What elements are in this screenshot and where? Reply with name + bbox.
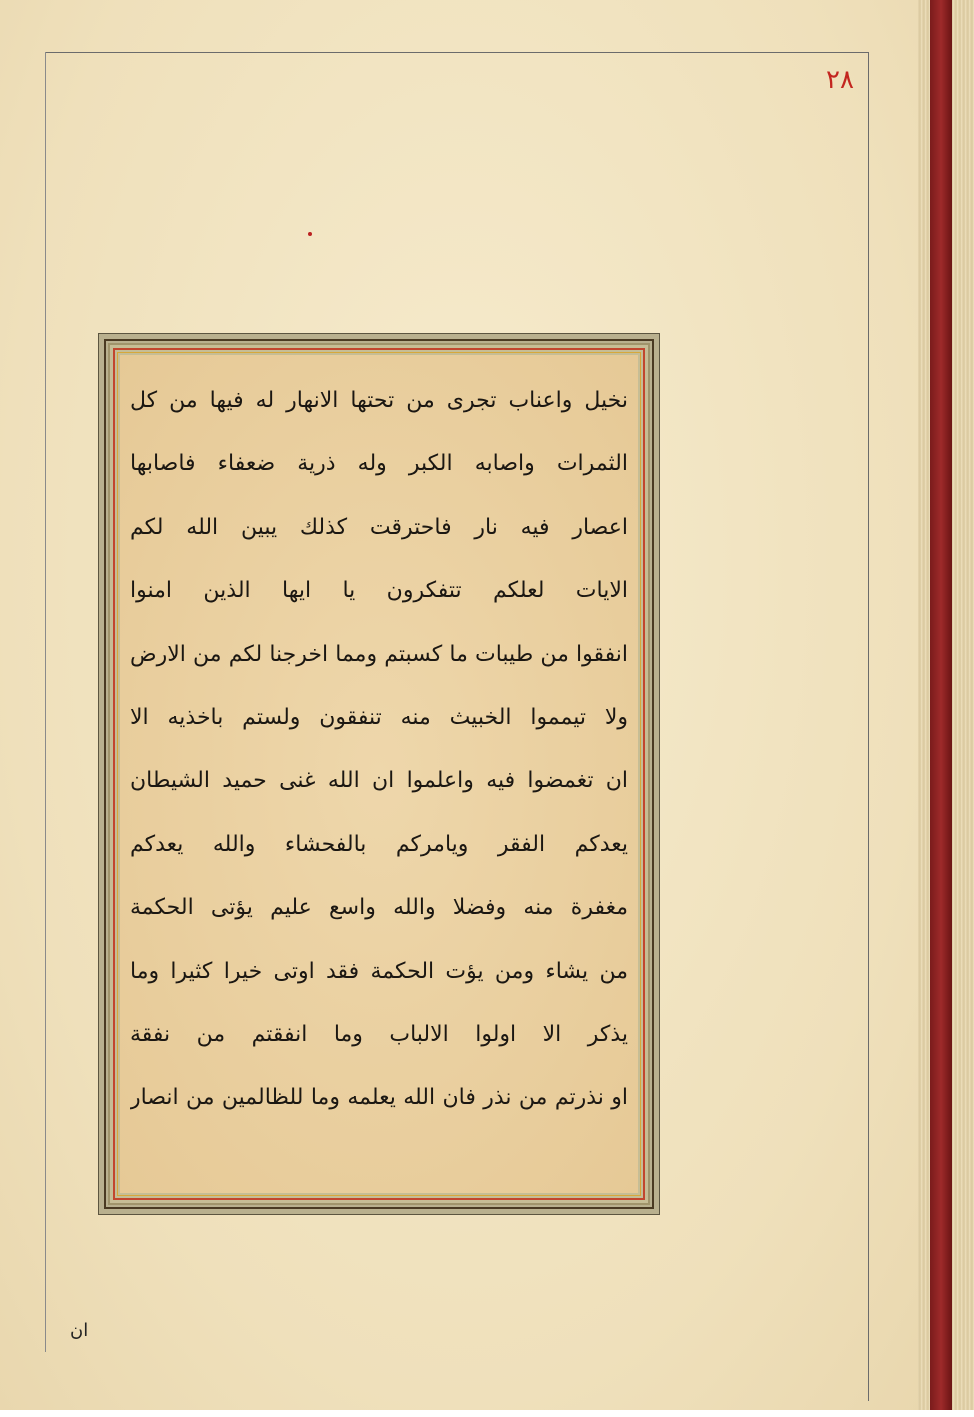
text-line-10: من يشاء ومن يؤت الحكمة فقد اوتى خيرا كثيرا وما <box>130 958 628 984</box>
catchword: ان <box>70 1320 89 1341</box>
folio-number: ٢٨ <box>826 65 854 95</box>
text-line-8: يعدكم الفقر ويامركم بالفحشاء والله يعدكم <box>130 831 628 857</box>
text-line-9: مغفرة منه وفضلا والله واسع عليم يؤتى الحكمة <box>130 895 628 921</box>
text-line-4: الايات لعلكم تتفكرون يا ايها الذين امنوا <box>130 578 628 604</box>
text-line-1: نخيل واعناب تجرى من تحتها الانهار له فيها من كل <box>130 388 628 413</box>
text-block <box>120 355 638 1193</box>
ink-dot <box>308 232 312 236</box>
text-line-7: ان تغمضوا فيه واعلموا ان الله غنى حميد الشيطان <box>130 768 628 794</box>
text-line-11: يذكر الا اولوا الالباب وما انفقتم من نفقة <box>130 1021 628 1047</box>
outer-ruling-left <box>45 52 46 1352</box>
text-line-2: الثمرات واصابه الكبر وله ذرية ضعفاء فاصابها <box>130 451 628 477</box>
red-binding <box>930 0 952 1410</box>
text-line-12: او نذرتم من نذر فان الله يعلمه وما للظالمين من انصار <box>130 1085 628 1111</box>
text-line-5: انفقوا من طيبات ما كسبتم ومما اخرجنا لكم من الارض <box>130 641 628 667</box>
text-line-3: اعصار فيه نار فاحترقت كذلك يبين الله لكم <box>130 514 628 540</box>
text-line-6: ولا تيمموا الخبيث منه تنفقون ولستم باخذيه الا <box>130 704 628 730</box>
